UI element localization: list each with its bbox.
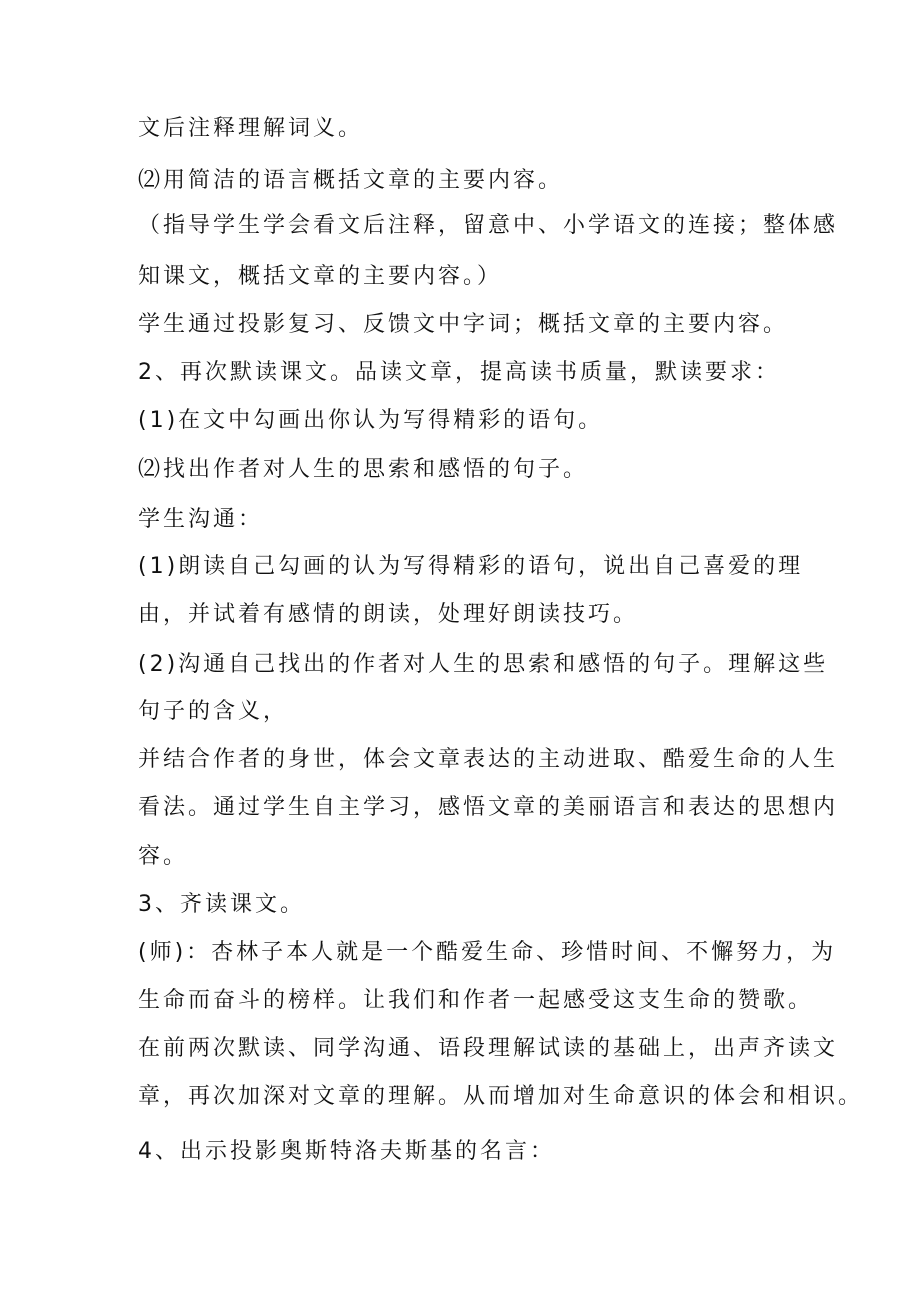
text-line: (2)沟通自己找出的作者对人生的思索和感悟的句子。理解这些 xyxy=(138,652,829,677)
text-line: 学生沟通： xyxy=(138,507,264,532)
text-line: (1)在文中勾画出你认为写得精彩的语句。 xyxy=(138,408,604,433)
text-line: 4、出示投影奥斯特洛夫斯基的名言： xyxy=(138,1139,555,1164)
text-line: ⑵找出作者对人生的思索和感悟的句子。 xyxy=(138,457,589,482)
text-line: 并结合作者的身世，体会文章表达的主动进取、酷爱生命的人生 xyxy=(138,747,839,772)
text-line: 生命而奋斗的榜样。让我们和作者一起感受这支生命的赞歌。 xyxy=(138,988,814,1013)
text-line: 2、再次默读课文。品读文章，提高读书质量，默读要求： xyxy=(138,360,780,385)
text-line: 看法。通过学生自主学习，感悟文章的美丽语言和表达的思想内 xyxy=(138,795,839,820)
text-line: 文后注释理解词义。 xyxy=(138,116,364,141)
text-line: 学生通过投影复习、反馈文中字词；概括文章的主要内容。 xyxy=(138,312,789,337)
text-line: （指导学生学会看文后注释，留意中、小学语文的连接；整体感 xyxy=(138,213,839,238)
text-line: (师)：杏林子本人就是一个酷爱生命、珍惜时间、不懈努力，为 xyxy=(138,940,837,965)
text-line: 句子的含义， xyxy=(138,699,289,724)
text-line: (1)朗读自己勾画的认为写得精彩的语句，说出自己喜爱的理 xyxy=(138,554,804,579)
text-line: 知课文，概括文章的主要内容。） xyxy=(138,264,503,289)
text-line: 容。 xyxy=(138,844,189,869)
text-line: ⑵用简洁的语言概括文章的主要内容。 xyxy=(138,168,564,193)
text-line: 3、齐读课文。 xyxy=(138,892,305,917)
text-line: 在前两次默读、同学沟通、语段理解试读的基础上，出声齐读文 xyxy=(138,1036,839,1061)
text-line: 由，并试着有感情的朗读，处理好朗读技巧。 xyxy=(138,602,639,627)
text-line: 章，再次加深对文章的理解。从而增加对生命意识的体会和相识。 xyxy=(138,1084,864,1109)
